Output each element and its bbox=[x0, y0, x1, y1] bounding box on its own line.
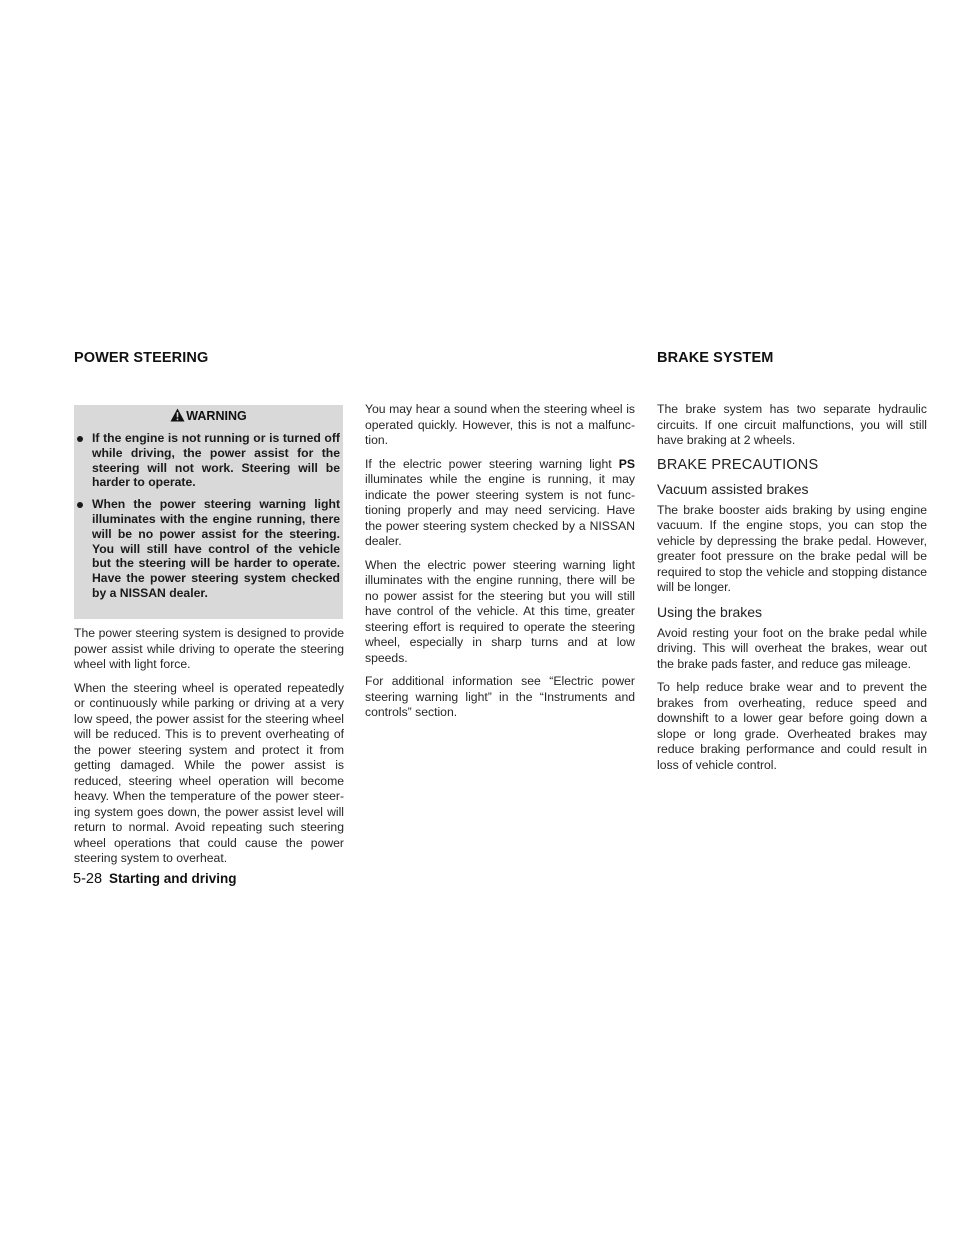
bullet-icon bbox=[77, 502, 83, 508]
warning-item bbox=[74, 431, 340, 490]
paragraph-text: If the electric power steering warning light bbox=[365, 456, 619, 471]
bullet-icon bbox=[77, 436, 83, 442]
left-column-body bbox=[74, 626, 344, 875]
paragraph: The power steering system is designed to provide power assist while driving to operate the steering wheel with light force. bbox=[74, 626, 344, 671]
paragraph: Avoid resting your foot on the brake pedal while driving. This will overheat the brakes, wear out the brake pads faster, and reduce gas mileage. bbox=[657, 625, 927, 671]
right-column bbox=[657, 402, 927, 781]
warning-item bbox=[74, 497, 340, 601]
middle-column bbox=[365, 402, 635, 729]
ps-warning-symbol: PS bbox=[618, 456, 635, 471]
vacuum-brakes-title: Vacuum assisted brakes bbox=[657, 480, 809, 497]
warning-title bbox=[74, 408, 343, 423]
paragraph: The brake booster aids braking by using engine vacuum. If the engine stops, you can stop the vehicle by depressing the brake pedal. However, greater foot pressure on the brake pedal will be required to stop the vehicle and stopping distance will be longer. bbox=[657, 502, 927, 594]
paragraph: The brake system has two separate hydraulic circuits. If one circuit malfunctions, you will still have braking at 2 wheels. bbox=[657, 402, 927, 447]
warning-list bbox=[74, 431, 340, 608]
paragraph bbox=[365, 457, 635, 550]
paragraph-text: illuminates while the engine is running, it may indicate the power steering system is not functioning properly and may need servicing. Have the power steering system checked by a NISSAN dealer. bbox=[365, 472, 635, 548]
using-brakes-title: Using the brakes bbox=[657, 603, 763, 620]
paragraph: To help reduce brake wear and to prevent the brakes from overheating, reduce speed and downshift to a lower gear before going down a slope or long grade. Overheated brakes may reduce braking performance and could result in loss of vehicle control. bbox=[657, 680, 927, 772]
paragraph: For additional information see “Electric power steering warning light” in the “Instruments and controls” section. bbox=[365, 674, 635, 719]
warning-title-text: WARNING bbox=[186, 409, 247, 423]
paragraph: You may hear a sound when the steering wheel is operated quickly. However, this is not a malfunction. bbox=[365, 402, 635, 447]
warning-item-text: If the engine is not running or is turned off while driving, the power assist for the steering will not work. Steering will be harder to operate. bbox=[92, 431, 340, 490]
paragraph: When the steering wheel is operated repeatedly or continuously while parking or driving at a very low speed, the power assist for the steering wheel will be reduced. This is to prevent overheating of the power steering system and protect it from getting damaged. While the power assist is reduced, steering wheel operation will become heavy. When the temperature of the power steering system goes down, the power assist level will return to normal. Avoid repeating such steering wheel operations that could cause the power steering system to overheat. bbox=[74, 680, 344, 865]
brake-precautions-subheading: BRAKE PRECAUTIONS bbox=[657, 456, 819, 473]
warning-item-text: When the power steering warning light illuminates with the engine running, there will be no power assist for the steering. You will still have control of the vehicle but the steering will be harder to operate. Have the power steering system checked by a NISSAN dealer. bbox=[92, 497, 340, 600]
page-number: 5-28 bbox=[73, 871, 103, 887]
paragraph: When the electric power steering warning light illuminates with the engine running, there will be no power assist for the steering but you will still have control of the vehicle. At this time, greater steering effort is required to operate the steering wheel, especially in sharp turns and at low speeds. bbox=[365, 557, 635, 665]
page-footer bbox=[73, 871, 237, 887]
brake-system-heading: BRAKE SYSTEM bbox=[657, 350, 774, 366]
warning-box bbox=[74, 405, 343, 619]
warning-triangle-icon bbox=[170, 408, 185, 422]
section-name: Starting and driving bbox=[109, 871, 237, 886]
power-steering-heading: POWER STEERING bbox=[74, 350, 209, 366]
